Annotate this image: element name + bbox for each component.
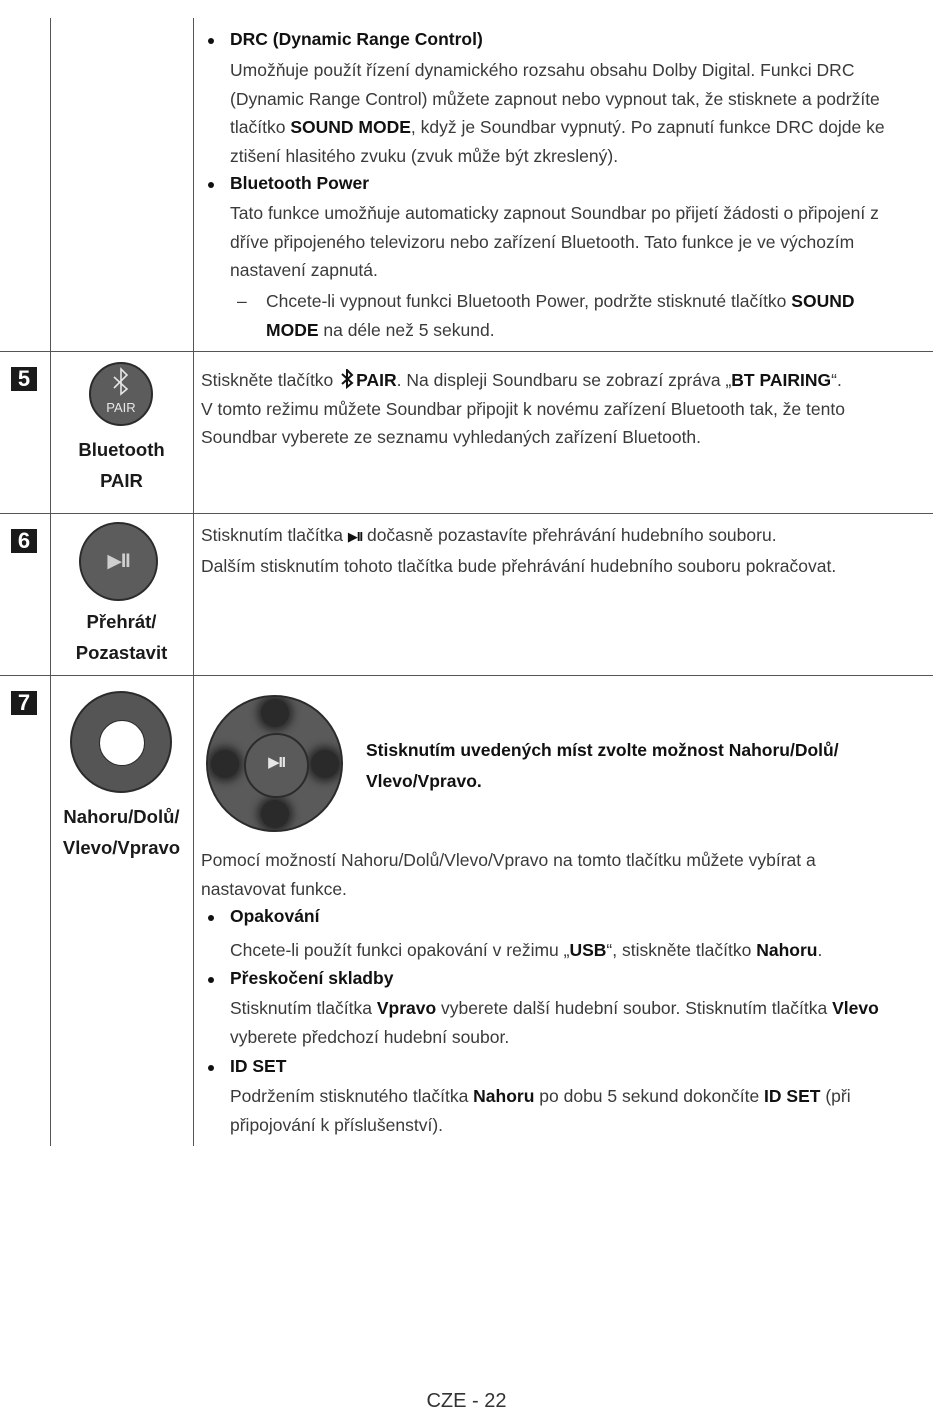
bluetooth-power-description: Tato funkce umožňuje automaticky zapnout Soundbar po přijetí žádosti o připojení z dříve připojeného televizoru nebo zařízení Bluetooth. Tato funkce je ve výchozím nastavení zapnutá. [230, 203, 879, 280]
table-column-divider-left [50, 18, 51, 1146]
play-pause-button-illustration [79, 522, 158, 601]
drc-title: DRC (Dynamic Range Control) [230, 29, 483, 49]
repeat-description: Chcete-li použít funkci opakování v režimu „USB“, stiskněte tlačítko Nahoru. [230, 940, 823, 960]
bullet-dot [208, 915, 214, 921]
table-column-divider-right [193, 18, 194, 1146]
bullet-dot [208, 977, 214, 983]
play-pause-icon: ▶II [347, 529, 363, 544]
right-press-area [311, 750, 339, 778]
direction-ring-illustration [70, 691, 172, 793]
directional-pad-center [244, 733, 309, 798]
bullet-dot [208, 1065, 214, 1071]
down-press-area [261, 800, 289, 828]
bullet-dot [208, 182, 214, 188]
row6-label: Přehrát/ Pozastavit [75, 611, 168, 663]
pair-icon-text: PAIR [106, 400, 136, 415]
up-press-area [261, 699, 289, 727]
left-press-area [211, 750, 239, 778]
repeat-title: Opakování [230, 906, 320, 926]
direction-ring-center [99, 720, 145, 766]
table-row-divider [0, 351, 933, 352]
skip-track-description: Stisknutím tlačítka Vpravo vyberete další hudební soubor. Stisknutím tlačítka Vlevo vyberete předchozí hudební soubor. [230, 998, 879, 1047]
bluetooth-icon [89, 362, 153, 426]
row5-description: Stiskněte tlačítko PAIR. Na displeji Soundbaru se zobrazí zpráva „BT PAIRING“. V tomto režimu můžete Soundbar připojit k novému zařízení Bluetooth tak, že tento Soundbar vyberete ze seznamu vyhledaných zařízení Bluetooth. [201, 370, 845, 447]
directional-pad-illustration [206, 695, 343, 832]
row7-label: Nahoru/Dolů/ Vlevo/Vpravo [62, 806, 181, 858]
bullet-dot [208, 38, 214, 44]
drc-description: Umožňuje použít řízení dynamického rozsahu obsahu Dolby Digital. Funkci DRC (Dynamic Range Control) můžete zapnout nebo vypnout tak, že stisknete a podržíte tlačítko SOUND MODE, když je Soundbar vypnutý. Po zapnutí funkce DRC dojde ke ztišení hlasitého zvuku (zvuk může být zkreslený). [230, 60, 885, 166]
row5-label: Bluetooth PAIR [78, 439, 165, 491]
skip-track-title: Přeskočení skladby [230, 968, 394, 988]
id-set-title: ID SET [230, 1056, 287, 1076]
row-number-5: 5 [11, 367, 37, 391]
direction-callout: Stisknutím uvedených míst zvolte možnost Nahoru/Dolů/ Vlevo/Vpravo. [366, 740, 839, 791]
row7-intro: Pomocí možností Nahoru/Dolů/Vlevo/Vpravo na tomto tlačítku můžete vybírat a nastavovat funkce. [201, 850, 816, 899]
bluetooth-pair-button-illustration [89, 362, 153, 426]
bluetooth-icon [340, 369, 354, 389]
play-pause-icon: ▶II [268, 754, 285, 771]
play-pause-icon: ▶II [107, 551, 130, 572]
id-set-description: Podržením stisknutého tlačítka Nahoru po dobu 5 sekund dokončíte ID SET (při připojování k příslušenství). [230, 1086, 851, 1135]
note-dash: – [237, 291, 247, 311]
row-number-6: 6 [11, 529, 37, 553]
table-row-divider [0, 513, 933, 514]
table-row-divider [0, 675, 933, 676]
row6-description: Stisknutím tlačítka ▶II dočasně pozastavíte přehrávání hudebního souboru. Dalším stisknutím tohoto tlačítka bude přehrávání hudebního souboru pokračovat. [201, 525, 837, 576]
bluetooth-power-note: Chcete-li vypnout funkci Bluetooth Power, podržte stisknuté tlačítko SOUND MODE na déle než 5 sekund. [266, 291, 855, 340]
row-number-7: 7 [11, 691, 37, 715]
page-number: CZE - 22 [426, 1390, 507, 1412]
bluetooth-power-title: Bluetooth Power [230, 173, 370, 193]
